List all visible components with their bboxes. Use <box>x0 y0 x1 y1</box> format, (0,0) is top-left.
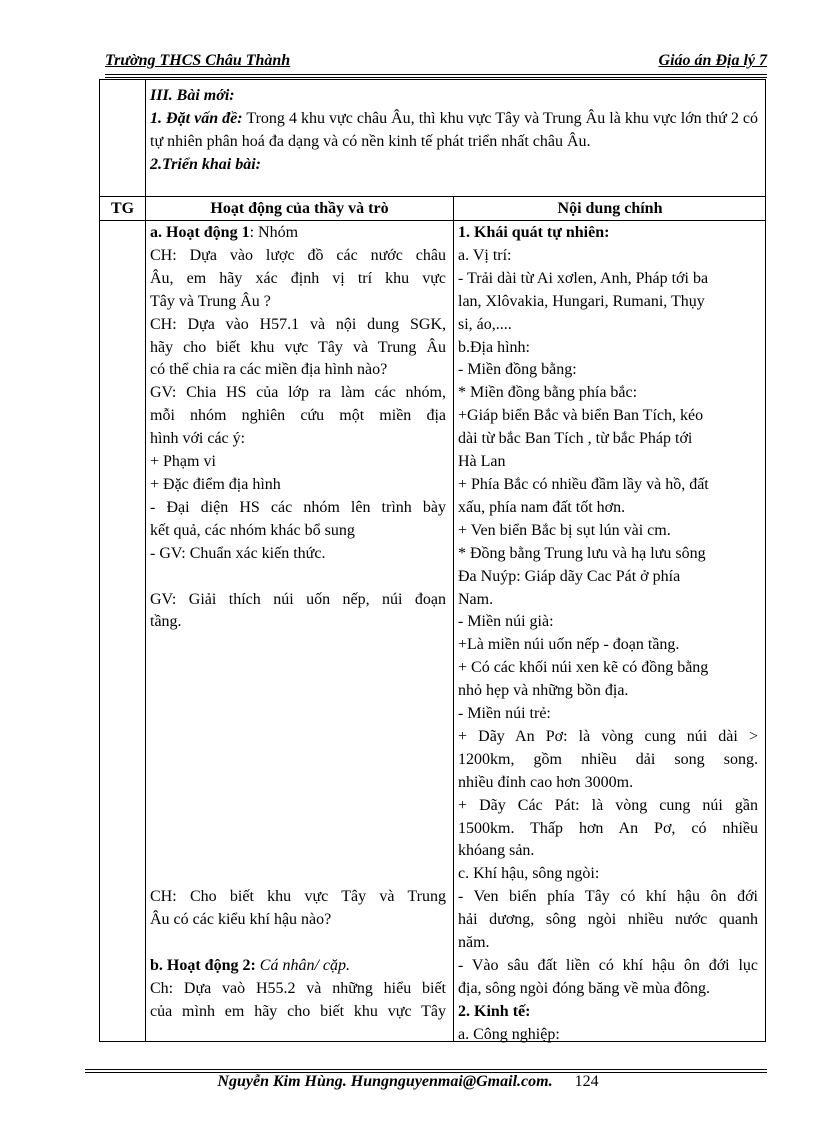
line-text: CH: Dựa vào lược đồ các nước châu <box>150 246 446 264</box>
text-line <box>150 268 446 291</box>
text-line <box>150 566 446 589</box>
text-line <box>150 245 446 268</box>
line-suffix: Cá nhân/ cặp. <box>255 957 351 974</box>
text-line <box>150 359 446 382</box>
line-text: - Trải dài từ Ai xơlen, Anh, Pháp tới ba <box>458 269 709 287</box>
text-line <box>458 520 758 543</box>
text-line <box>150 863 446 886</box>
text-line <box>458 428 758 451</box>
text-line <box>150 978 446 1001</box>
author-info: Nguyễn Kim Hùng. Hungnguyenmai@Gmail.com. <box>217 1073 553 1090</box>
line-text: năm. <box>458 934 490 952</box>
line-text: của mình em hãy cho biết khu vực Tây <box>150 1002 446 1020</box>
text-line <box>150 291 446 314</box>
text-line <box>458 657 758 680</box>
text-line <box>458 772 758 795</box>
page-header <box>105 52 767 74</box>
text-line <box>458 1024 758 1047</box>
column-header-content: Nội dung chính <box>557 200 663 217</box>
text-line <box>150 337 446 360</box>
text-line <box>458 497 758 520</box>
line-text: - Ven biển phía Tây có khí hậu ôn đới <box>458 888 758 906</box>
line-text: * Miền đồng bằng phía bắc: <box>458 384 638 402</box>
line-text: Ch: Dựa vaò H55.2 và những hiểu biết <box>150 979 446 997</box>
line-text: a. Hoạt động 1 <box>150 224 250 241</box>
line-text: si, áo,.... <box>458 315 512 333</box>
problem-label: 1. Đặt vấn đề: <box>150 110 243 127</box>
text-line <box>458 359 758 382</box>
page-footer <box>0 1073 816 1091</box>
text-line <box>458 543 758 566</box>
line-text: Nam. <box>458 590 494 608</box>
line-text: c. Khí hậu, sông ngòi: <box>458 865 600 883</box>
column-header-activities: Hoạt động của thầy và trò <box>210 200 389 217</box>
column-divider-tg <box>145 79 146 1042</box>
line-text: GV: Chia HS của lớp ra làm các nhóm, <box>150 384 446 402</box>
text-line <box>150 772 446 795</box>
text-line <box>458 863 758 886</box>
line-text: + Ven biển Bắc bị sụt lún vài cm. <box>458 521 671 539</box>
line-text: + Phạm vi <box>150 453 216 471</box>
text-line <box>150 314 446 337</box>
text-line <box>150 795 446 818</box>
text-line <box>150 382 446 405</box>
content-column <box>458 222 758 1047</box>
line-suffix: : Nhóm <box>249 224 299 241</box>
text-line <box>458 703 758 726</box>
text-line <box>458 795 758 818</box>
line-text: b.Địa hình: <box>458 338 530 356</box>
text-line <box>458 589 758 612</box>
line-text: + Đặc điểm địa hình <box>150 475 281 493</box>
line-text: 2. Kinh tế: <box>458 1002 531 1020</box>
line-text: + Có các khối núi xen kẽ có đồng bằng <box>458 659 709 677</box>
line-text: dài từ bắc Ban Tích , từ bắc Pháp tới <box>458 430 693 448</box>
text-line <box>150 955 446 978</box>
deploy-label: 2.Triển khai bài: <box>150 156 261 173</box>
line-text: xấu, phía nam đất tốt hơn. <box>458 498 626 516</box>
text-line <box>458 382 758 405</box>
school-name: Trường THCS Châu Thành <box>105 52 291 69</box>
text-line <box>150 749 446 772</box>
line-text: Tây và Trung Âu ? <box>150 292 271 310</box>
line-text: + Dãy Các Pát: là vòng cung núi gần <box>458 796 758 814</box>
text-line <box>458 291 758 314</box>
text-line <box>458 932 758 955</box>
text-line <box>458 909 758 932</box>
text-line <box>458 634 758 657</box>
text-line <box>458 451 758 474</box>
line-text: 1200km, gồm nhiều dải song song. <box>458 750 758 768</box>
text-line <box>458 222 758 245</box>
line-text: tầng. <box>150 613 182 631</box>
subject-title: Giáo án Địa lý 7 <box>658 52 767 69</box>
line-text: +Là miền núi uốn nếp - đoạn tầng. <box>458 636 680 654</box>
line-text: +Giáp biển Bắc và biển Ban Tích, kéo <box>458 407 704 425</box>
text-line <box>458 955 758 978</box>
text-line <box>458 474 758 497</box>
line-text: lan, Xlôvakia, Hungari, Rumani, Thụy <box>458 292 705 310</box>
text-line <box>150 405 446 428</box>
header-rule-bottom <box>105 77 767 78</box>
text-line <box>458 886 758 909</box>
line-text: - Miền núi trẻ: <box>458 705 551 723</box>
line-text: * Đồng bằng Trung lưu và hạ lưu sông <box>458 544 706 562</box>
text-line <box>150 497 446 520</box>
text-line <box>150 589 446 612</box>
activities-column <box>150 222 446 1024</box>
footer-rule-top <box>85 1069 767 1070</box>
header-rule-top <box>105 74 767 75</box>
text-line <box>150 680 446 703</box>
text-line <box>458 245 758 268</box>
text-line <box>150 818 446 841</box>
line-text: mỗi nhóm nghiên cứu một miền địa <box>150 407 446 425</box>
line-text: 1500km. Thấp hơn An Pơ, có nhiều <box>458 819 758 837</box>
text-line <box>458 749 758 772</box>
line-text: kết quả, các nhóm khác bổ sung <box>150 521 355 539</box>
text-line <box>150 474 446 497</box>
line-text: - Vào sâu đất liền có khí hậu ôn đới lục <box>458 957 758 974</box>
line-text: CH: Dựa vào H57.1 và nội dung SGK, <box>150 315 446 333</box>
text-line <box>458 314 758 337</box>
page-number: 124 <box>574 1073 599 1090</box>
text-line <box>150 840 446 863</box>
text-line <box>150 932 446 955</box>
problem-text: Trong 4 khu vực châu Âu, thì khu vực Tây và Trung Âu là khu vực lớn thứ 2 có tự nhiên phân hoá đa dạng và có nền kinh tế phát triển nhất châu Âu. <box>150 110 758 150</box>
text-line <box>458 611 758 634</box>
text-line <box>150 428 446 451</box>
line-text: - Miền đồng bằng: <box>458 361 577 379</box>
line-text: - GV: Chuẩn xác kiến thức. <box>150 544 326 562</box>
line-text: nhiều đỉnh cao hơn 3000m. <box>458 773 634 791</box>
text-line <box>458 680 758 703</box>
text-line <box>150 726 446 749</box>
text-line <box>150 886 446 909</box>
text-line <box>150 222 446 245</box>
line-text: - Miền núi già: <box>458 613 554 631</box>
column-divider-content <box>453 196 454 1042</box>
text-line <box>150 451 446 474</box>
line-text: khóang sản. <box>458 842 535 860</box>
text-line <box>458 337 758 360</box>
text-line <box>458 566 758 589</box>
text-line <box>458 818 758 841</box>
text-line <box>150 1001 446 1024</box>
line-text: Âu, em hãy xác định vị trí khu vực <box>150 269 446 287</box>
line-text: có thể chia ra các miền địa hình nào? <box>150 361 388 379</box>
column-header-tg: TG <box>110 200 135 217</box>
line-text: hãy cho biết khu vực Tây và Trung Âu <box>150 338 446 356</box>
line-text: hải dương, sông ngòi nhiều nước quanh <box>458 911 758 929</box>
line-text: b. Hoạt động 2: <box>150 957 256 974</box>
line-text: Hà Lan <box>458 453 506 471</box>
text-line <box>150 543 446 566</box>
text-line <box>150 520 446 543</box>
line-text: CH: Cho biết khu vực Tây và Trung <box>150 888 446 906</box>
line-text: 1. Khái quát tự nhiên: <box>458 224 610 241</box>
problem-statement <box>150 107 758 153</box>
text-line <box>150 611 446 634</box>
intro-section <box>150 84 758 176</box>
line-text: a. Vị trí: <box>458 246 512 264</box>
line-text: hình với các ý: <box>150 430 246 448</box>
line-text: a. Công nghiệp: <box>458 1025 560 1043</box>
text-line <box>458 726 758 749</box>
text-line <box>458 1001 758 1024</box>
text-line <box>150 703 446 726</box>
line-text: Đa Nuýp: Giáp dãy Cac Pát ở phía <box>458 567 681 585</box>
line-text: + Dãy An Pơ: là vòng cung núi dài > <box>458 727 758 745</box>
text-line <box>458 405 758 428</box>
text-line <box>150 634 446 657</box>
text-line <box>458 978 758 1001</box>
line-text: địa, sông ngòi đóng băng về mùa đông. <box>458 979 710 997</box>
line-text: - Đại diện HS các nhóm lên trình bày <box>150 498 446 516</box>
text-line <box>150 657 446 680</box>
line-text: + Phía Bắc có nhiều đầm lầy và hồ, đất <box>458 475 709 493</box>
line-text: GV: Giải thích núi uốn nếp, núi đoạn <box>150 590 446 608</box>
text-line <box>458 268 758 291</box>
line-text: Âu có các kiểu khí hậu nào? <box>150 911 332 929</box>
line-text: nhỏ hẹp và những bồn địa. <box>458 682 629 700</box>
text-line <box>458 840 758 863</box>
section-title: III. Bài mới: <box>150 87 235 104</box>
text-line <box>150 909 446 932</box>
header-row-bottom-border <box>99 220 766 221</box>
